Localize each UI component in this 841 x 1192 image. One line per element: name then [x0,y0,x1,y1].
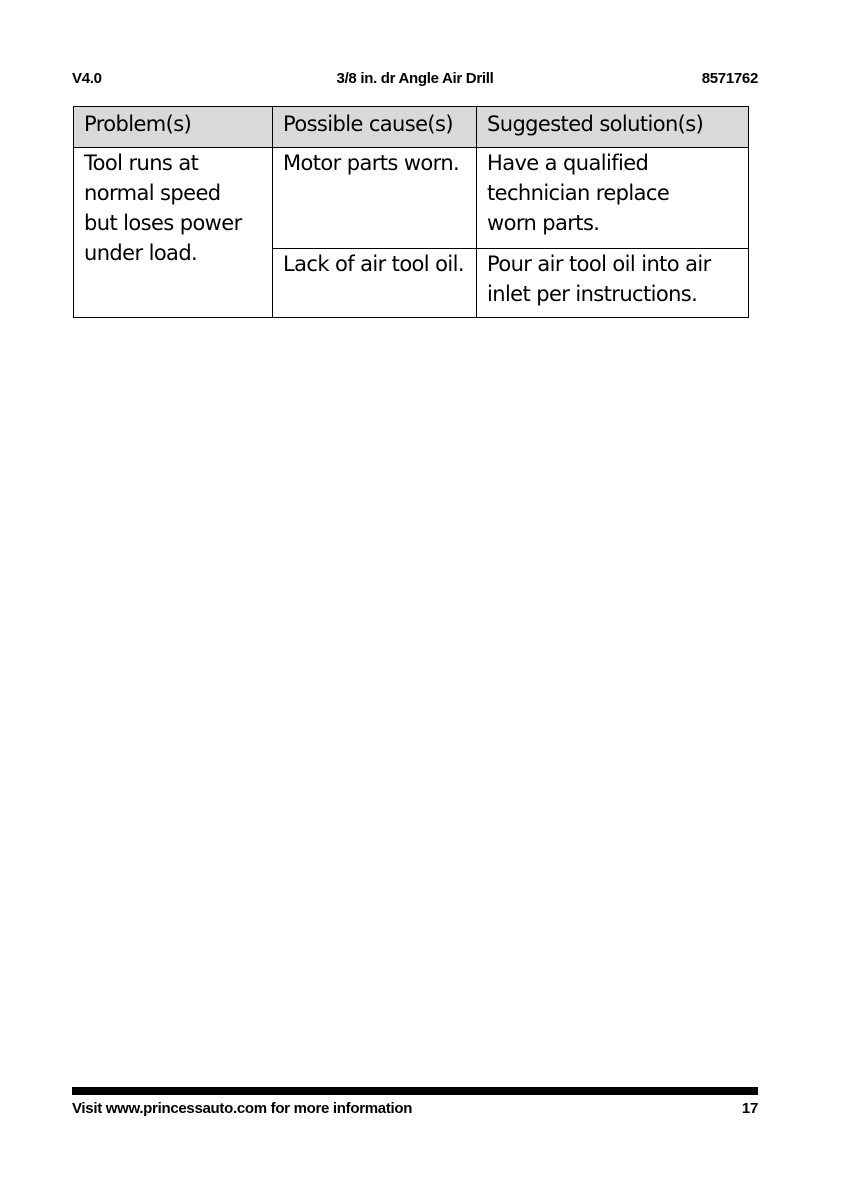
problem-cell [74,148,273,318]
cause-cell [273,249,477,318]
solution-cell [477,249,749,318]
item-number: 8571762 [701,70,758,87]
header-possible-causes: Possible cause(s) [273,107,477,148]
cause-cell [273,148,477,249]
problem-text: Tool runs at normal speed but loses power under load. [84,151,242,265]
header-suggested-solutions: Suggested solution(s) [477,107,749,148]
header-problems: Problem(s) [74,107,273,148]
document-title: 3/8 in. dr Angle Air Drill [336,70,494,87]
cause-text: Motor parts worn. [283,151,460,175]
solution-cell [477,148,749,249]
solution-text: Have a qualified technician replace worn parts. [487,151,670,235]
website-notice: Visit www.princessauto.com for more information [72,1100,413,1117]
footer-rule [72,1087,758,1095]
troubleshooting-table [73,106,749,318]
table-header-row [74,107,749,148]
page-header [72,70,758,94]
version-label: V4.0 [72,70,102,87]
page-footer [72,1100,758,1124]
page-number: 17 [741,1100,758,1117]
cause-text: Lack of air tool oil. [283,252,464,276]
solution-text: Pour air tool oil into air inlet per instructions. [487,252,711,306]
table-row [74,148,749,249]
